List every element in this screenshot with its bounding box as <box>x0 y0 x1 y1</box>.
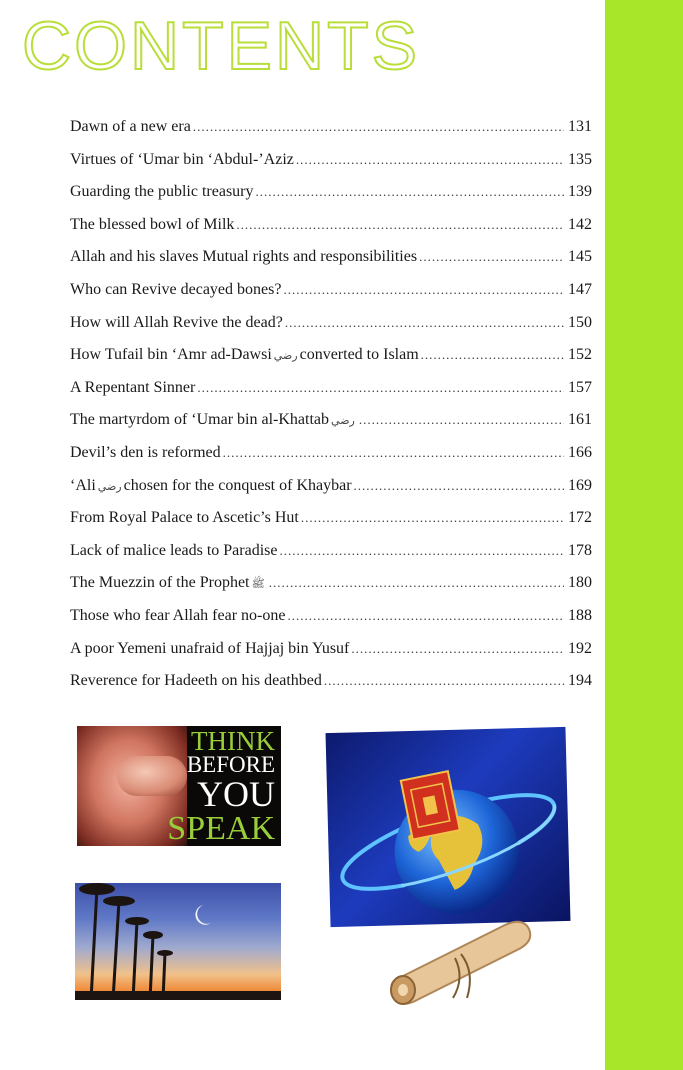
toc-page-number: 169 <box>568 476 592 494</box>
slogan-speak: SPEAK <box>167 810 275 846</box>
toc-entry[interactable] <box>70 248 592 281</box>
dot-leader <box>193 119 564 135</box>
decorative-green-band <box>605 0 683 1070</box>
toc-entry-title-text: Dawn of a new era <box>70 118 191 135</box>
toc-entry-title <box>70 151 294 169</box>
toc-page-number: 139 <box>568 183 592 201</box>
toc-entry-title <box>70 477 352 495</box>
toc-entry-title-text: Guarding the public treasury <box>70 183 254 201</box>
toc-entry[interactable] <box>70 607 592 640</box>
toc-entry[interactable] <box>70 574 592 607</box>
toc-entry-title-text: Allah and his slaves Mutual rights and responsibilities <box>70 248 418 266</box>
toc-page-number: 150 <box>568 313 592 331</box>
toc-page-number: 188 <box>568 606 592 624</box>
toc-entry-title-text: The blessed bowl of Milk <box>70 215 235 233</box>
toc-page-number: 178 <box>568 541 592 559</box>
think-slogan <box>167 728 275 846</box>
toc-entry-title-text: Those who fear Allah fear no-one <box>70 606 286 624</box>
dot-leader <box>301 510 564 526</box>
toc-entry-title-text: Virtues of ‘Umar bin ‘Abdul-’Aziz <box>70 150 294 168</box>
toc-entry-title-text: Who can Revive decayed bones? <box>70 280 282 298</box>
dot-leader <box>419 249 564 265</box>
honorific-icon: رضي <box>331 415 355 428</box>
toc-page-number: 152 <box>568 346 592 364</box>
dot-leader <box>256 184 565 200</box>
toc-entry-title-text: ‘Ali <box>70 476 96 494</box>
crescent-moon-sunset-image <box>75 883 281 1000</box>
dot-leader <box>421 347 564 363</box>
dot-leader <box>236 217 564 233</box>
toc-page-number: 131 <box>568 118 592 135</box>
dot-leader <box>283 282 564 298</box>
toc-entry[interactable] <box>70 411 592 444</box>
toc-entry-title <box>70 346 419 364</box>
globe-icon <box>326 727 571 927</box>
honorific-icon: رضي <box>97 480 122 493</box>
toc-entry-title <box>70 672 322 690</box>
toc-entry-title-text: The martyrdom of ‘Umar bin al-Khattab <box>70 411 330 429</box>
toc-entry-title <box>70 118 191 136</box>
toc-entry[interactable] <box>70 379 592 412</box>
toc-entry-title <box>70 281 281 299</box>
toc-entry[interactable] <box>70 281 592 314</box>
toc-entry[interactable] <box>70 183 592 216</box>
toc-entry[interactable] <box>70 640 592 673</box>
toc-entry[interactable] <box>70 346 592 379</box>
toc-entry[interactable] <box>70 542 592 575</box>
dot-leader <box>351 641 564 657</box>
dot-leader <box>285 315 564 331</box>
slogan-think: THINK <box>191 726 275 756</box>
dot-leader <box>223 445 564 461</box>
dot-leader <box>269 575 564 591</box>
toc-entry-title-text-continued: converted to Islam <box>299 346 419 364</box>
toc-entry-title-text: From Royal Palace to Ascetic’s Hut <box>70 509 299 527</box>
toc-page-number: 180 <box>568 574 592 592</box>
toc-entry-title <box>70 183 254 201</box>
toc-entry-title-text: Devil’s den is reformed <box>70 443 221 461</box>
toc-entry[interactable] <box>70 314 592 347</box>
toc-entry[interactable] <box>70 477 592 510</box>
think-before-you-speak-image <box>77 726 281 846</box>
rolled-scroll-icon <box>385 910 545 1010</box>
toc-entry-title-text-continued: chosen for the conquest of Khaybar <box>123 476 352 494</box>
dot-leader <box>279 543 564 559</box>
toc-page-number: 142 <box>568 215 592 233</box>
toc-page-number: 166 <box>568 443 592 461</box>
toc-entry-title <box>70 607 285 625</box>
slogan-before: BEFORE <box>186 752 275 778</box>
dot-leader <box>354 478 564 494</box>
toc-entry-title-text: A Repentant Sinner <box>70 378 196 396</box>
toc-entry-title <box>70 542 277 560</box>
toc-page-number: 172 <box>568 509 592 527</box>
toc-entry-title <box>70 314 283 332</box>
table-of-contents <box>70 118 592 705</box>
toc-entry[interactable] <box>70 216 592 249</box>
toc-entry[interactable] <box>70 672 592 705</box>
dot-leader <box>324 673 564 689</box>
honorific-icon: ﷺ <box>251 578 265 591</box>
dot-leader <box>197 380 564 396</box>
toc-entry-title-text: Reverence for Hadeeth on his deathbed <box>70 672 322 690</box>
toc-entry-title-text: How Tufail bin ‘Amr ad-Dawsi <box>70 346 272 364</box>
toc-entry-title <box>70 216 234 234</box>
toc-entry-title <box>70 248 417 266</box>
toc-entry[interactable] <box>70 444 592 477</box>
toc-entry-title <box>70 411 357 429</box>
page-title: CONTENTS <box>22 8 420 84</box>
toc-entry-title-text: A poor Yemeni unafraid of Hajjaj bin Yusuf <box>70 639 350 657</box>
dot-leader <box>287 608 564 624</box>
globe-with-book-image <box>326 727 571 927</box>
toc-page-number: 147 <box>568 280 592 298</box>
dot-leader <box>296 152 564 168</box>
toc-entry-title <box>70 509 299 527</box>
slogan-you: YOU <box>197 773 275 814</box>
toc-entry[interactable] <box>70 151 592 184</box>
toc-entry-title <box>70 574 267 593</box>
toc-page-number: 145 <box>568 248 592 266</box>
toc-entry[interactable] <box>70 509 592 542</box>
honorific-icon: رضي <box>273 350 298 363</box>
toc-entry-title <box>70 444 221 462</box>
toc-entry-title-text: The Muezzin of the Prophet <box>70 574 250 592</box>
toc-entry-title <box>70 379 195 397</box>
dot-leader <box>359 412 564 428</box>
toc-entry-title <box>70 640 349 658</box>
toc-entry[interactable] <box>70 118 592 151</box>
toc-page-number: 161 <box>568 411 592 429</box>
toc-entry-title-text: Lack of malice leads to Paradise <box>70 541 278 559</box>
toc-page-number: 192 <box>568 639 592 657</box>
toc-page-number: 194 <box>568 672 592 690</box>
toc-page-number: 157 <box>568 378 592 396</box>
palm-trees-icon <box>75 883 281 1000</box>
toc-page-number: 135 <box>568 150 592 168</box>
toc-entry-title-text: How will Allah Revive the dead? <box>70 313 283 331</box>
